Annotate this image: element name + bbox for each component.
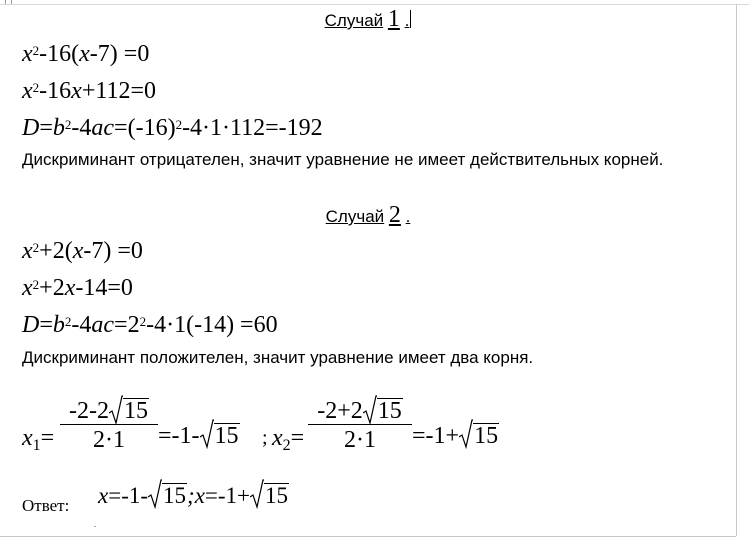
case2-conclusion: Дискриминант положителен, значит уравнение имеет два корня. xyxy=(22,348,534,367)
case-dot: . xyxy=(404,11,410,30)
answer-expression: x=-1- 15;x=-1+ 15 xyxy=(98,482,289,510)
text-cursor xyxy=(410,10,411,28)
case2-discriminant: $D=b^2-4ac=2^2-4\cdot 1(-14) =60$ xyxy=(22,312,278,338)
case-number: 2 xyxy=(388,202,401,228)
x1-label: $x_1=$ xyxy=(22,425,55,454)
case2-title xyxy=(0,202,736,229)
x1-result: =-1- 15 xyxy=(158,422,240,450)
case1-equation-2: $x^2-16x+112=0$ xyxy=(22,78,156,104)
case1-equation-1: $x^2-16(x-7) =0$ xyxy=(22,41,150,67)
case2-equation-2: $x^2+2x-14=0$ xyxy=(22,275,133,301)
case2-equation-1: $x^2+2(x-7) =0$ xyxy=(22,238,143,264)
roots-separator: ; xyxy=(262,427,268,449)
x2-denominator: 2·1 xyxy=(344,427,376,453)
sqrt-icon: 15 xyxy=(250,482,289,510)
sqrt-icon: 15 xyxy=(148,482,187,510)
case-number: 1 xyxy=(387,6,400,32)
sqrt-icon: 15 xyxy=(363,398,403,424)
x1-numerator: -2-2 15 xyxy=(69,398,148,424)
sqrt-icon: 15 xyxy=(109,398,149,424)
case1-conclusion: Дискриминант отрицателен, значит уравнение не имеет действительных корней. xyxy=(22,150,664,169)
page-right-border xyxy=(736,4,737,536)
x2-label: $x_2=$ xyxy=(272,425,305,454)
case-word: Случай xyxy=(325,207,385,226)
sqrt-icon: 15 xyxy=(459,422,499,450)
case1-discriminant: $D=b^2-4ac=(-16)^2-4\cdot 1\cdot 112=-192$ xyxy=(22,115,323,141)
x2-numerator: -2+2 15 xyxy=(317,398,402,424)
x2-fraction xyxy=(308,398,412,455)
case-word: Случай xyxy=(324,11,384,30)
x1-denominator: 2·1 xyxy=(93,427,125,453)
case1-title xyxy=(0,6,736,33)
case-dot: . xyxy=(405,207,411,226)
sqrt-icon: 15 xyxy=(200,422,240,450)
x1-fraction xyxy=(60,398,158,455)
x2-result: =-1+ 15 xyxy=(412,422,499,450)
answer-label: Ответ: xyxy=(22,496,70,515)
answer-dot: . xyxy=(94,520,96,529)
